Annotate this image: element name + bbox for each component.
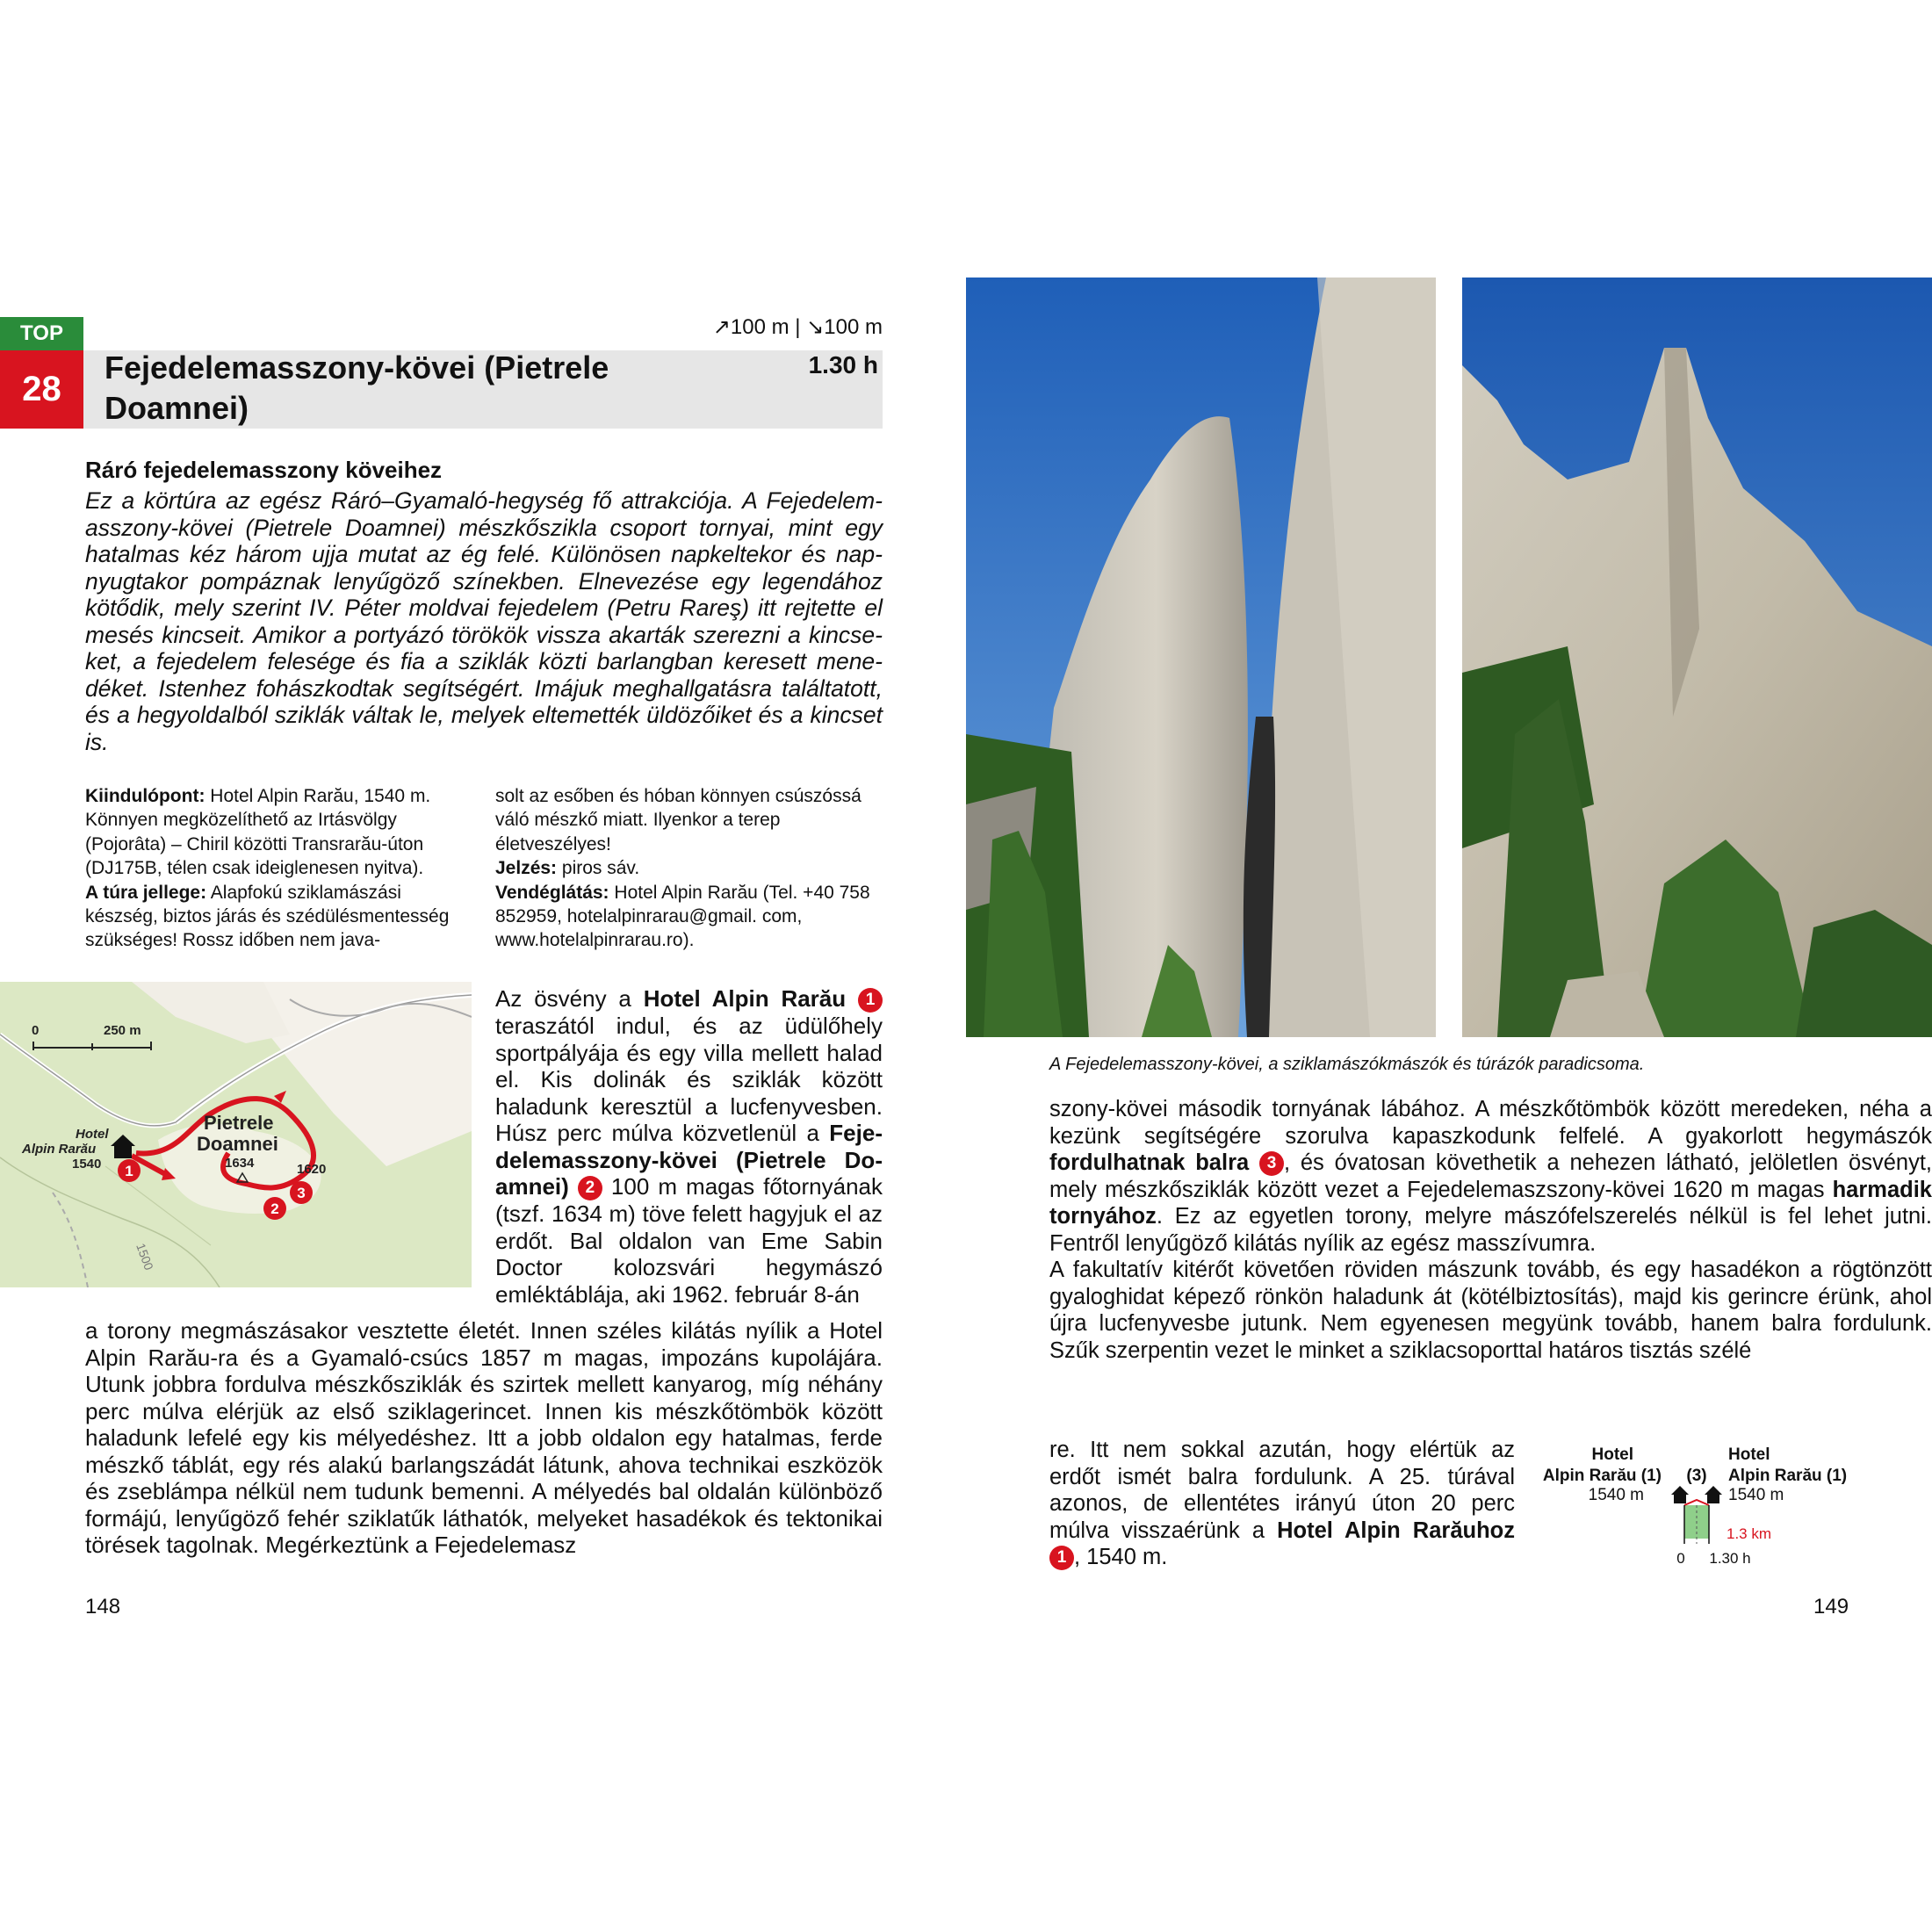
start-label: Kiindulópont: xyxy=(85,786,205,806)
photo-rock-towers-right xyxy=(1462,278,1932,1037)
body-text: . Ez az egyetlen torony, melyre mászófelszerelés nélkül is fel lehet jutni. Fentről lenyűgöző kilátás nyílik az egész masszívumra. xyxy=(1049,1204,1932,1256)
profile-left-elev: 1540 m xyxy=(1588,1486,1644,1504)
hotel-name1: Hotel xyxy=(76,1127,109,1142)
body-bold: fordulhatnak balra xyxy=(1049,1150,1250,1175)
map-marker-3: 3 xyxy=(297,1185,306,1201)
marking-text: piros sáv. xyxy=(561,858,640,879)
body-bold: Hotel Alpin Rarău xyxy=(643,985,847,1012)
hotel-elev: 1540 xyxy=(72,1157,102,1171)
subheading: Ráró fejedelemasszony köveihez xyxy=(85,457,443,483)
ascent-descent: ↗100 m | ↘100 m xyxy=(712,315,883,339)
profile-time-end: 1.30 h xyxy=(1709,1550,1751,1567)
start-text: Hotel Alpin Rarău, 1540 m. Könnyen megközelíthető az Irtásvölgy (Pojorâta) – Chiril közötti Transrarău-úton (DJ175B, télen csak ideiglenesen nyitva). xyxy=(85,786,431,879)
scale-end: 250 m xyxy=(104,1023,141,1038)
route-marker-2: 2 xyxy=(578,1176,602,1200)
profile-time-start: 0 xyxy=(1676,1550,1685,1567)
profile-distance: 1.3 km xyxy=(1727,1525,1772,1542)
character-text-cont: solt az esőben és hóban könnyen csúszóssá váló mészkő miatt. Ilyenkor a terep életveszélyes! xyxy=(495,786,861,854)
elevation-profile xyxy=(1537,1440,1862,1572)
contour-label: 1500 xyxy=(133,1241,156,1272)
profile-right-elev: 1540 m xyxy=(1728,1486,1784,1504)
body-text: , 1540 m. xyxy=(1074,1545,1168,1569)
photo-caption: A Fejedelemasszony-kövei, a sziklamászókmászók és túrázók paradicsoma. xyxy=(1049,1055,1645,1074)
hotel-name2: Alpin Rarău xyxy=(22,1142,97,1157)
tour-title: Fejedelemasszony-kövei (Pietrele Doamnei) xyxy=(105,350,609,426)
food-text: Hotel Alpin Rarău (Tel. +40 758 852959, hotelalpinrarau@gmail. com, www.hotelalpinrarau.ro). xyxy=(495,882,870,951)
page-number-right: 149 xyxy=(1813,1595,1849,1618)
peak-name1: Pietrele xyxy=(204,1112,274,1134)
body-text: A fakultatív kitérőt követően röviden mászunk tovább, és egy hasadékon a rögtönzött gyaloghidat képező rönkön haladunk át (kötélbiztosítás), majd kis gerincre érünk, ahol újra lucfenyvesbe jutunk. Nem egyenesen megyünk tovább, hanem balra fordulunk. Szűk szerpentin vezet le minket a sziklacsoporttal határos tisztás szélé xyxy=(1049,1258,1932,1363)
scale-start: 0 xyxy=(32,1023,40,1038)
profile-right-title1: Hotel xyxy=(1728,1445,1770,1464)
body-left-bottom: a torony megmászásakor vesztette életét. Innen széles kilátás nyílik a Hotel Alpin Rarău-ra és a Gyamaló-csúcs 1857 m magas, impozáns kupolájára. Utunk jobbra fordulva mészkősziklák és szirtek mellett kanyarog, míg néhány perc múlva elérjük az első sziklagerincet. Innen kis mészkőtömbök között haladunk lefelé egy kis mélyedéshez. Itt a jobb oldalon egy hatalmas, ferde mészkő táblát, egy rés alakú barlangszádát látunk, ahova technikai eszközök és zseblámpa nélkül nem tudunk bemenni. A mélyedés bal oldalán különböző formájú, lenyűgöző fehér sziklatűk láthatók, melyeket hasadékok és tektonikai törések tagolnak. Megérkeztünk a Fejedelemasz xyxy=(85,1317,883,1558)
profile-left-title2: Alpin Rarău (1) xyxy=(1542,1467,1662,1485)
body-right-bottom xyxy=(1049,1437,1515,1571)
tour-duration: 1.30 h xyxy=(808,351,878,378)
tour-number-badge: 28 xyxy=(0,350,83,429)
profile-mid-label: (3) xyxy=(1686,1467,1707,1485)
body-bold: Fejedelemasszony-kövei (Pietrele Doamnei) xyxy=(495,1120,883,1200)
body-text: , és óvatosan követhetik a nehezen látható, jelöletlen ösvényt, mely mészkősziklák között vezet a Fejedelemaszszony-kövei 1620 m magas xyxy=(1049,1150,1932,1202)
profile-left-title1: Hotel xyxy=(1591,1445,1633,1464)
body-text: 100 m magas főtornyának (tszf. 1634 m) töve felett hagyjuk el az erdőt. Bal oldalon van Eme Sabin Doctor kolozsvári hegymászó emléktáblája, aki 1962. február 8-án xyxy=(495,1173,883,1308)
body-bold: Hotel Alpin Rarăuhoz xyxy=(1277,1517,1515,1543)
map-marker-1: 1 xyxy=(125,1163,133,1179)
character-text: Alapfokú sziklamászási készség, biztos járás és szédülésmentesség szükséges! Rossz időben nem java- xyxy=(85,882,450,951)
peak-elev: 1634 xyxy=(225,1156,255,1171)
intro-text: Ez a körtúra az egész Ráró–Gyamaló-hegység fő attrakciója. A Fejedelemasszony-kövei (Pietrele Doamnei) mészkőszikla csoport tornyai, mint egy hatalmas kéz három ujja mutat az ég felé. Különösen napkeltekor és napnyugtakor pompáznak lenyűgöző színekben. Elnevezése egy legendához kötődik, mely szerint IV. Péter moldvai fejedelem (Petru Rareş) itt rejtette el mesés kincseit. Amikor a portyázó törökök vissza akarták szerezni a kincseket, a fejedelem felesége és fia a sziklák közti barlangban keresett menedéket. Istenhez fohászkodtak segítségért. Imájuk meghallgatásra találtatott, és a hegyoldalból sziklák váltak le, melyek eltemették üldözőiket és a kincset is. xyxy=(85,487,883,755)
marking-label: Jelzés: xyxy=(495,858,558,879)
body-text: re. Itt nem sokkal azután, hogy elértük az erdőt ismét balra fordulunk. A 25. túrával azonos, de ellentétes irányú úton 20 perc múlva visszaérünk a xyxy=(1049,1438,1515,1543)
page-number-left: 148 xyxy=(85,1595,121,1618)
peak-name2: Doamnei xyxy=(197,1133,278,1155)
food-label: Vendéglátás: xyxy=(495,882,609,903)
body-text: teraszától indul, és az üdülőhely sportpályája és egy villa mellett halad el. Kis dolinák és sziklák között haladunk keresztül a lucfenyvesben. Húsz perc múlva közvetlenül a xyxy=(495,1013,883,1146)
body-text: szony-kövei második tornyának lábához. A mészkőtömbök között meredeken, néha a kezünk segítségére szorulva kapaszkodunk felfelé. A gyakorlott hegymászók xyxy=(1049,1097,1932,1149)
route-marker-1: 1 xyxy=(858,988,883,1013)
top-badge: TOP xyxy=(0,317,83,350)
photo-rock-towers-left xyxy=(966,278,1436,1037)
body-left-top xyxy=(495,985,883,1308)
route-marker-1b: 1 xyxy=(1049,1546,1074,1570)
map-marker-2: 2 xyxy=(270,1200,279,1217)
third-elev: 1620 xyxy=(297,1162,327,1177)
info-column-left xyxy=(85,784,467,956)
info-right-text xyxy=(495,784,882,953)
body-bold: harmadik tornyához xyxy=(1049,1177,1932,1229)
character-label: A túra jellege: xyxy=(85,882,207,903)
body-right-top xyxy=(1049,1096,1932,1364)
profile-right-title2: Alpin Rarău (1) xyxy=(1728,1467,1848,1485)
body-text: Az ösvény a xyxy=(495,985,644,1012)
route-map xyxy=(0,982,472,1287)
map-graphic xyxy=(0,982,472,1287)
route-marker-3: 3 xyxy=(1259,1151,1284,1176)
